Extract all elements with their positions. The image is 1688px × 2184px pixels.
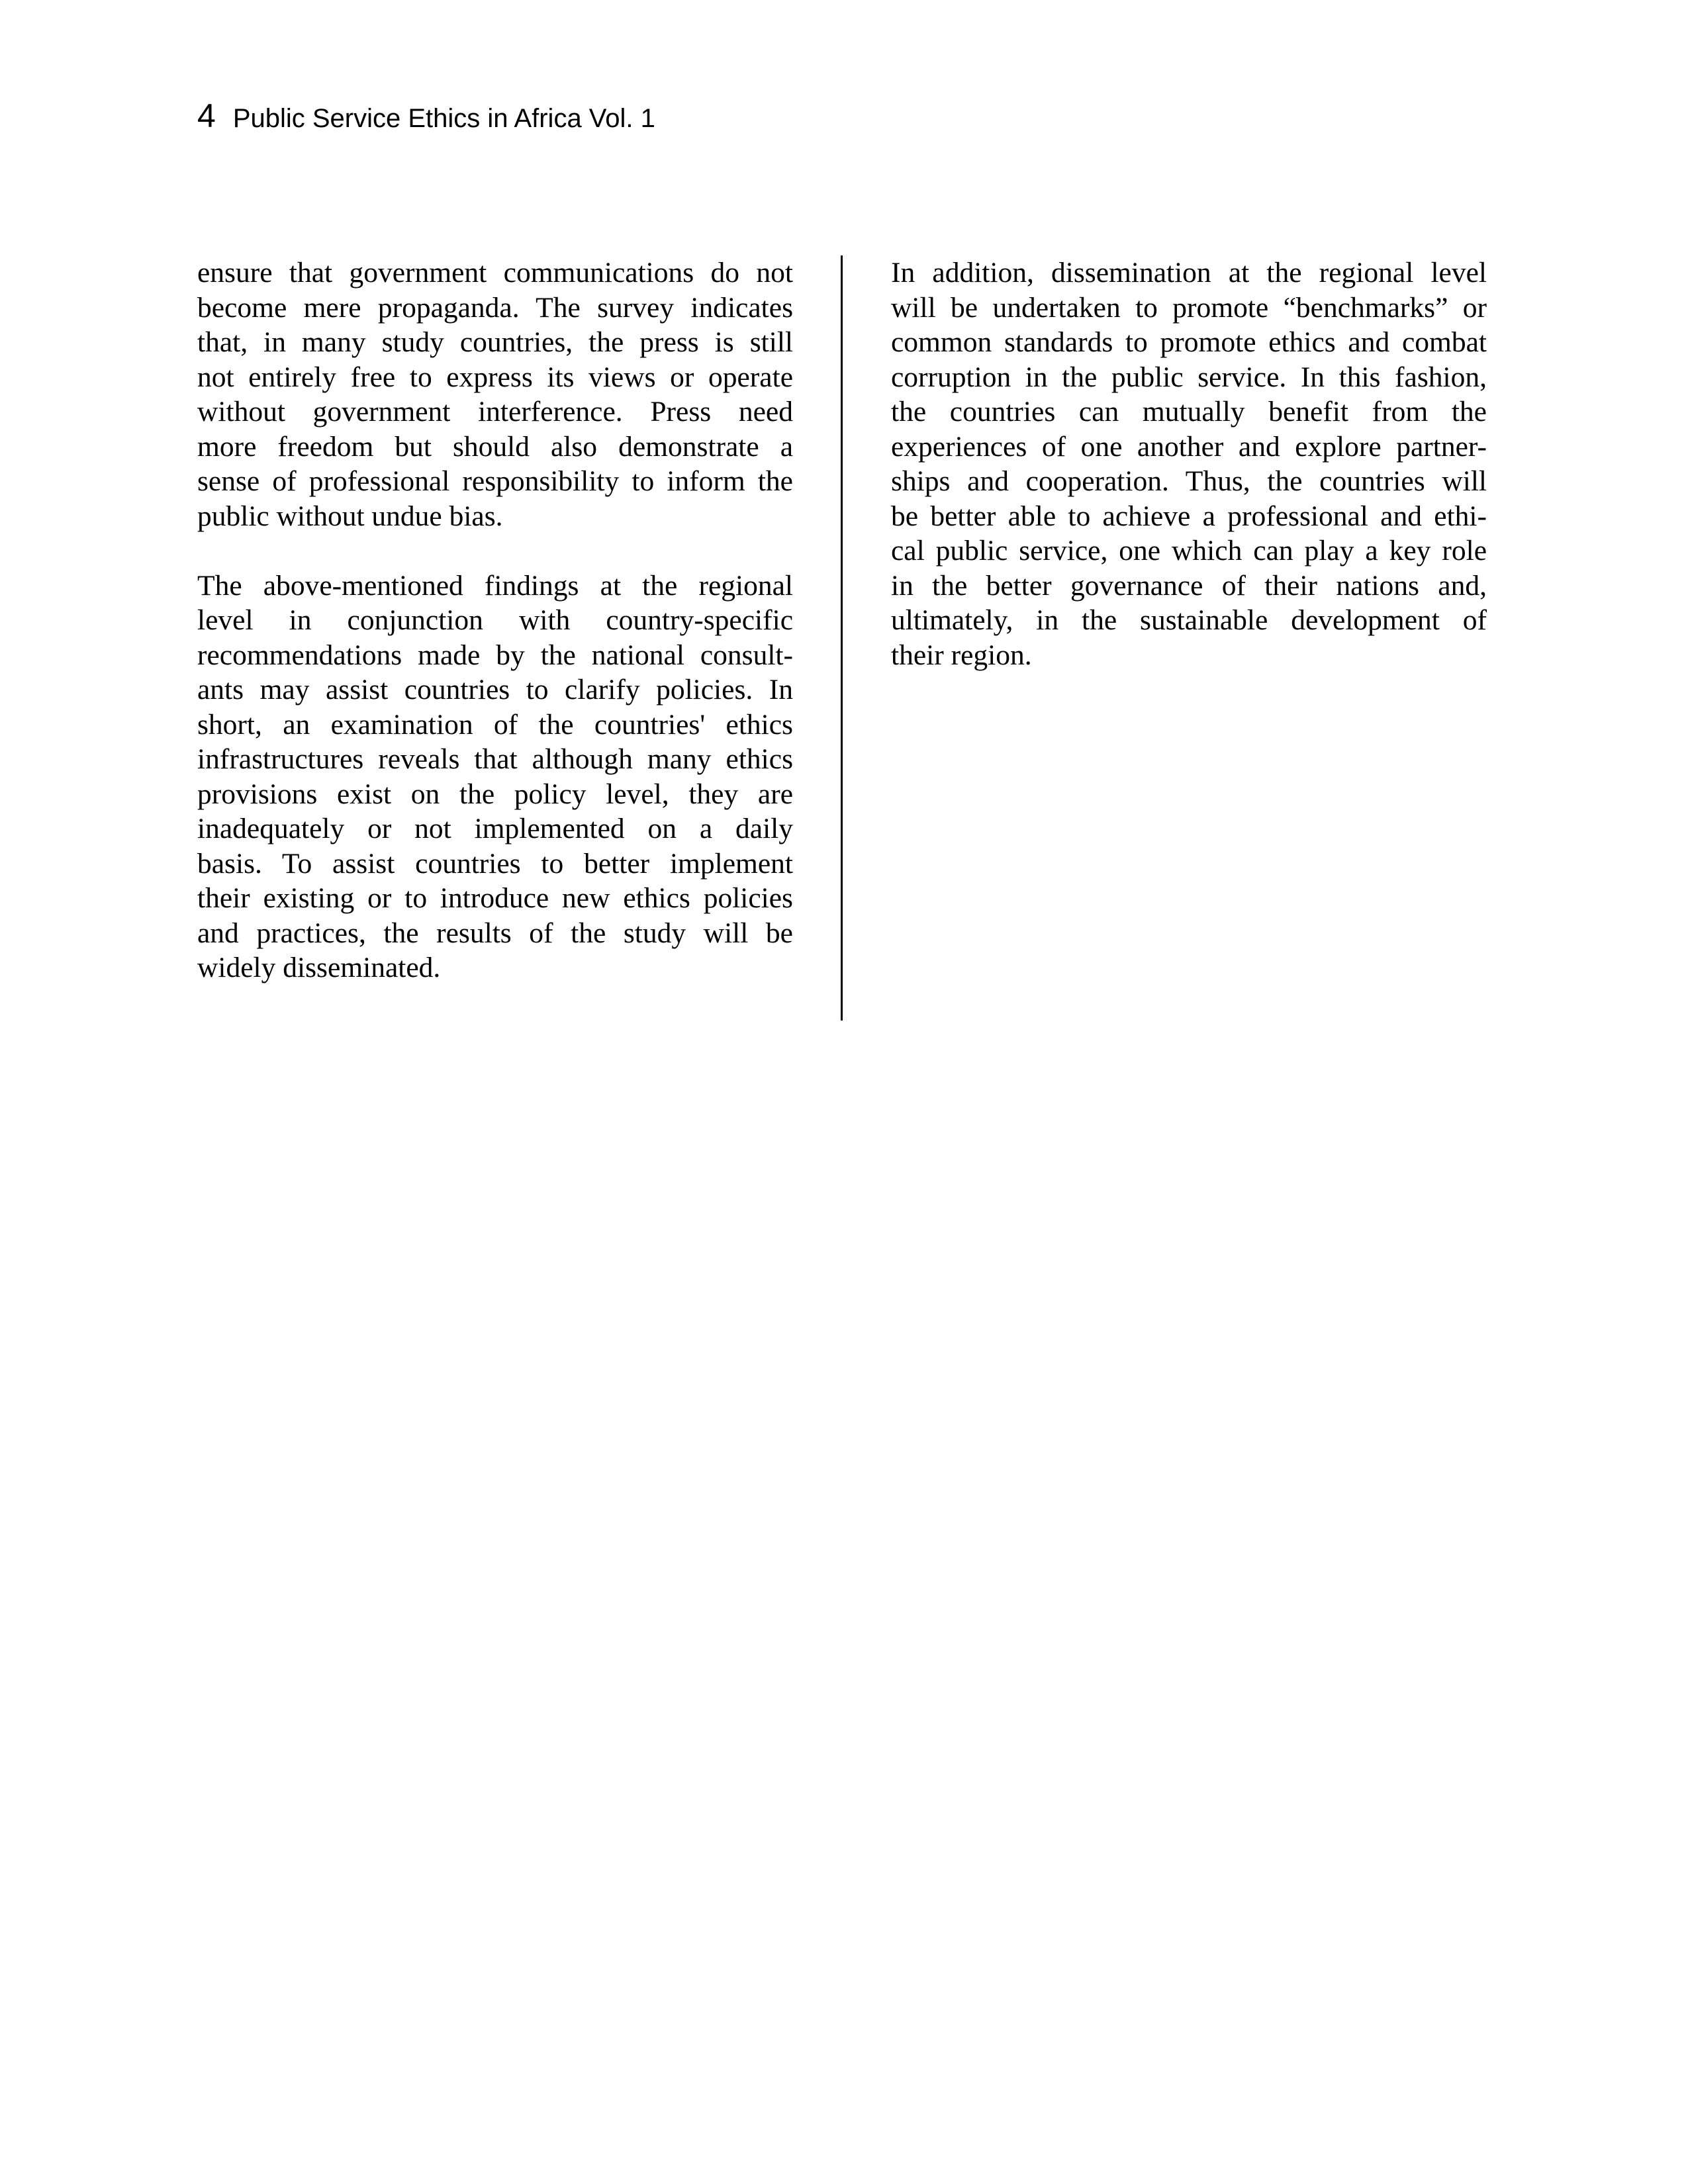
- right-column: [891, 255, 1487, 672]
- paragraph: [891, 255, 1487, 672]
- text-line: ants may assist countries to clarify policies. In: [197, 674, 793, 705]
- text-line: and practices, the results of the study will be: [197, 917, 793, 949]
- text-line: experiences of one another and explore partner-: [891, 430, 1487, 463]
- running-header: [197, 97, 655, 135]
- text-line: provisions exist on the policy level, they are: [197, 778, 793, 810]
- text-line: their region.: [891, 639, 1032, 671]
- paragraph: [197, 255, 793, 533]
- text-line: ships and cooperation. Thus, the countries will: [891, 465, 1487, 497]
- text-line: ultimately, in the sustainable development of: [891, 604, 1487, 636]
- text-line: level in conjunction with country-specific: [197, 604, 793, 636]
- text-line: sense of professional responsibility to inform the: [197, 465, 793, 497]
- text-line: that, in many study countries, the press is still: [197, 326, 793, 358]
- book-title: Public Service Ethics in Africa Vol. 1: [232, 104, 655, 133]
- text-line: without government interference. Press need: [197, 396, 793, 428]
- text-line: more freedom but should also demonstrate a: [197, 430, 793, 463]
- text-line: In addition, dissemination at the regional level: [891, 257, 1487, 289]
- text-line: be better able to achieve a professional and ethi-: [891, 500, 1487, 532]
- text-line: in the better governance of their nations and,: [891, 569, 1487, 602]
- text-line: not entirely free to express its views or operate: [197, 361, 793, 393]
- text-line: become mere propaganda. The survey indicates: [197, 291, 793, 324]
- text-line: widely disseminated.: [197, 952, 441, 983]
- paragraph: [197, 569, 793, 985]
- text-line: basis. To assist countries to better implement: [197, 847, 793, 880]
- text-line: recommendations made by the national consult-: [197, 639, 793, 671]
- paragraph-gap: [197, 533, 793, 569]
- text-line: cal public service, one which can play a key role: [891, 535, 1487, 567]
- text-line: the countries can mutually benefit from the: [891, 396, 1487, 428]
- column-divider: [841, 255, 843, 1021]
- text-line: public without undue bias.: [197, 500, 503, 532]
- text-line: will be undertaken to promote “benchmarks” or: [891, 291, 1487, 324]
- text-line: The above-mentioned findings at the regional: [197, 569, 793, 602]
- text-line: ensure that government communications do not: [197, 257, 793, 289]
- page-number: 4: [197, 97, 216, 134]
- text-line: inadequately or not implemented on a daily: [197, 813, 793, 844]
- text-line: corruption in the public service. In this fashion,: [891, 361, 1487, 393]
- text-line: infrastructures reveals that although many ethics: [197, 743, 793, 775]
- text-line: their existing or to introduce new ethics policies: [197, 882, 793, 914]
- text-line: common standards to promote ethics and combat: [891, 326, 1487, 358]
- text-line: short, an examination of the countries' ethics: [197, 708, 793, 741]
- left-column: [197, 255, 793, 985]
